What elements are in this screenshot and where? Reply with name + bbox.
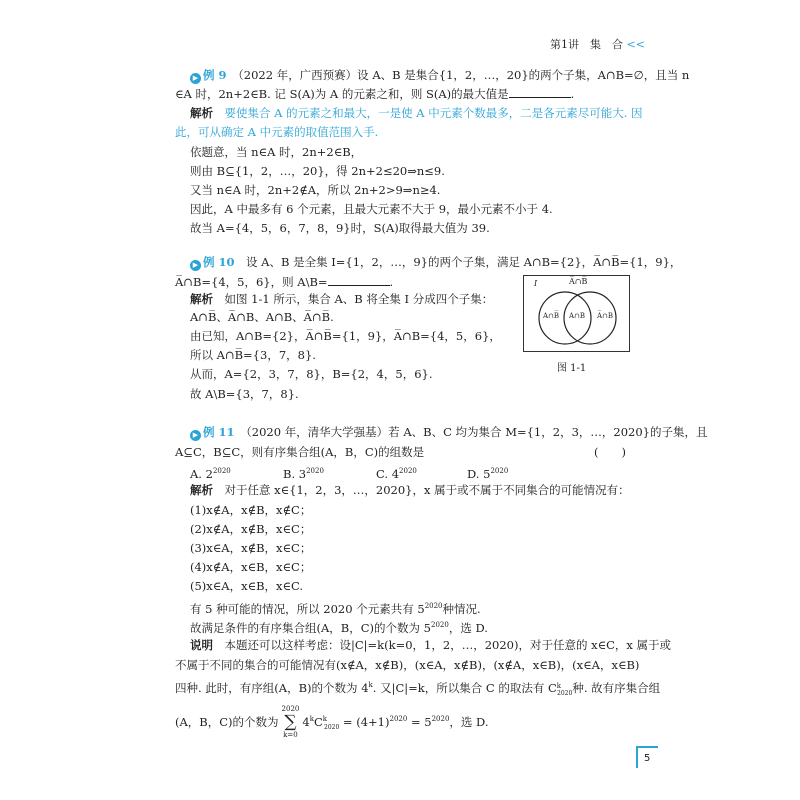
example-11-line1 [190,424,707,441]
solution-label: 解析 [190,292,213,306]
example-label: 例 11 [203,425,235,439]
solution-step: 故 A\B={3，7，8}. [190,387,299,401]
venn-diagram [523,275,630,352]
summation: 2020 ∑ k=0 [281,705,300,740]
solution-label: 解析 [190,483,213,497]
case-item: (4)x∉A，x∈B，x∈C； [190,560,312,574]
note-text: 四种. 此时，有序组(A，B)的个数为 4$^k$. 又|C|=k，所以集合 C 的取法有 $C^k_{2020}$种. 故有序集合组 [175,680,661,698]
solution-step: 故当 A={4，5，6，7，8，9}时，S(A)取得最大值为 39. [190,221,490,235]
note-formula: (A，B，C)的个数为2020 ∑ $k=04^kC^k_{2020} = (4+1)^{2020} = 5^{2020}$，选 D. [175,705,489,740]
example-9-line1 [190,67,689,84]
period: . [389,275,394,289]
solution-step: 依题意，当 n∈A 时，2n+2∈B， [190,145,363,159]
example-9-line2 [175,86,574,102]
problem-text: A⊆C，B⊆C，则有序集合组(A，B，C)的组数是 [175,445,425,459]
example-label: 例 10 [203,255,235,269]
region-label: A∩B [569,312,586,320]
period: . [570,87,575,101]
case-item: (1)x∉A，x∉B，x∉C； [190,503,312,517]
solution-step: 因此，A 中最多有 6 个元素，且最大元素不大于 9，最小元素不小于 4. [190,202,553,216]
case-item: (2)x∉A，x∉B，x∈C； [190,522,312,536]
option-a: A. $2^{2020}$ [190,466,231,481]
double-chevron-icon: << [626,38,645,51]
chapter-title: 第1讲 集 合 [550,38,623,51]
answer-paren: ( ) [594,445,626,459]
figure-caption: 图 1-1 [557,363,587,374]
region-label: A∩B̅ [543,312,560,320]
solution-step: 又当 n∈A 时，2n+2∉A，所以 2n+2>9⇒n≥4. [190,183,441,197]
solution-step: 所以 A∩B̅={3，7，8}. [190,348,316,362]
note-text: 不属于不同的集合的可能情况有(x∉A，x∉B)，(x∈A，x∉B)，(x∉A，x∈B)，(x∈A，x∈B) [175,658,640,672]
region-label: A̅∩B [597,312,614,320]
note-label: 说明 [190,638,213,652]
solution-step: 由已知，A∩B={2}，A̅∩B̅={1，9}，A̅∩B={4，5，6}， [190,329,501,343]
solution-line [190,105,643,121]
case-item: (5)x∈A，x∈B，x∈C. [190,579,304,593]
option-b: B. $3^{2020}$ [283,466,324,481]
solution-step: 从而，A={2，3，7，8}，B={2，4，5，6}. [190,367,433,381]
solution-step: 对于任意 x∈{1，2，3，…，2020}，x 属于或不属于不同集合的可能情况有： [224,483,630,497]
problem-text: （2020 年，清华大学强基）若 A、B、C 均为集合 M={1，2，3，…，2020}的子集，且 [246,425,708,439]
option-c: C. $4^{2020}$ [376,466,417,481]
solution-step: 如图 1-1 所示，集合 A、B 将全集 I 分成四个子集： [224,292,494,306]
hint-text: 要使集合 A 的元素之和最大，一是使 A 中元素个数最多，二是各元素尽可能大. 因 [224,106,643,120]
note-line [190,637,671,653]
play-icon: ▶ [190,73,201,84]
example-label: 例 9 [203,68,227,82]
solution-label: 解析 [190,106,213,120]
problem-text: A̅∩B={4，5，6}，则 A\B= [175,275,328,289]
solution-step: A∩B̅、A̅∩B、A∩B、A̅∩B̅. [190,310,334,324]
answer-blank [328,274,390,286]
running-header [550,36,645,52]
problem-text: 设 A、B 是全集 I={1，2，…，9}的两个子集，满足 A∩B={2}，A̅∩B̅={1，9}， [246,255,682,269]
solution-line [190,482,630,498]
solution-step: 有 5 种可能的情况，所以 2020 个元素共有 $5^{2020}$种情况. [190,601,481,616]
hint-text: 此，可从确定 A 中元素的取值范围入手. [175,125,379,139]
example-10-line2 [175,274,393,290]
note-text: 本题还可以这样考虑：设|C|=k(k=0，1，2，…，2020)，对于任意的 x∈C，x 属于或 [224,638,672,652]
example-10-line1 [190,254,681,271]
play-icon: ▶ [190,260,201,271]
universal-set-label: I [534,279,538,288]
solution-step: 故满足条件的有序集合组(A，B，C)的个数为 $5^{2020}$，选 D. [190,620,488,635]
case-item: (3)x∈A，x∉B，x∈C； [190,541,312,555]
play-icon: ▶ [190,430,201,441]
solution-step: 则由 B⊆{1，2，…，20}，得 2n+2≤20⇒n≤9. [190,164,445,178]
problem-text: （2022 年，广西预赛）设 A、B 是集合{1，2，…，20}的两个子集，A∩B=∅，且当 n [238,68,690,82]
problem-text: ∈A 时，2n+2∈B. 记 S(A)为 A 的元素之和，则 S(A)的最大值是 [175,87,509,101]
option-d: D. $5^{2020}$ [467,466,509,481]
region-label: A̅∩B̅ [569,277,588,286]
solution-line [190,291,493,307]
page-number: 5 [636,746,658,768]
answer-blank [509,86,571,98]
